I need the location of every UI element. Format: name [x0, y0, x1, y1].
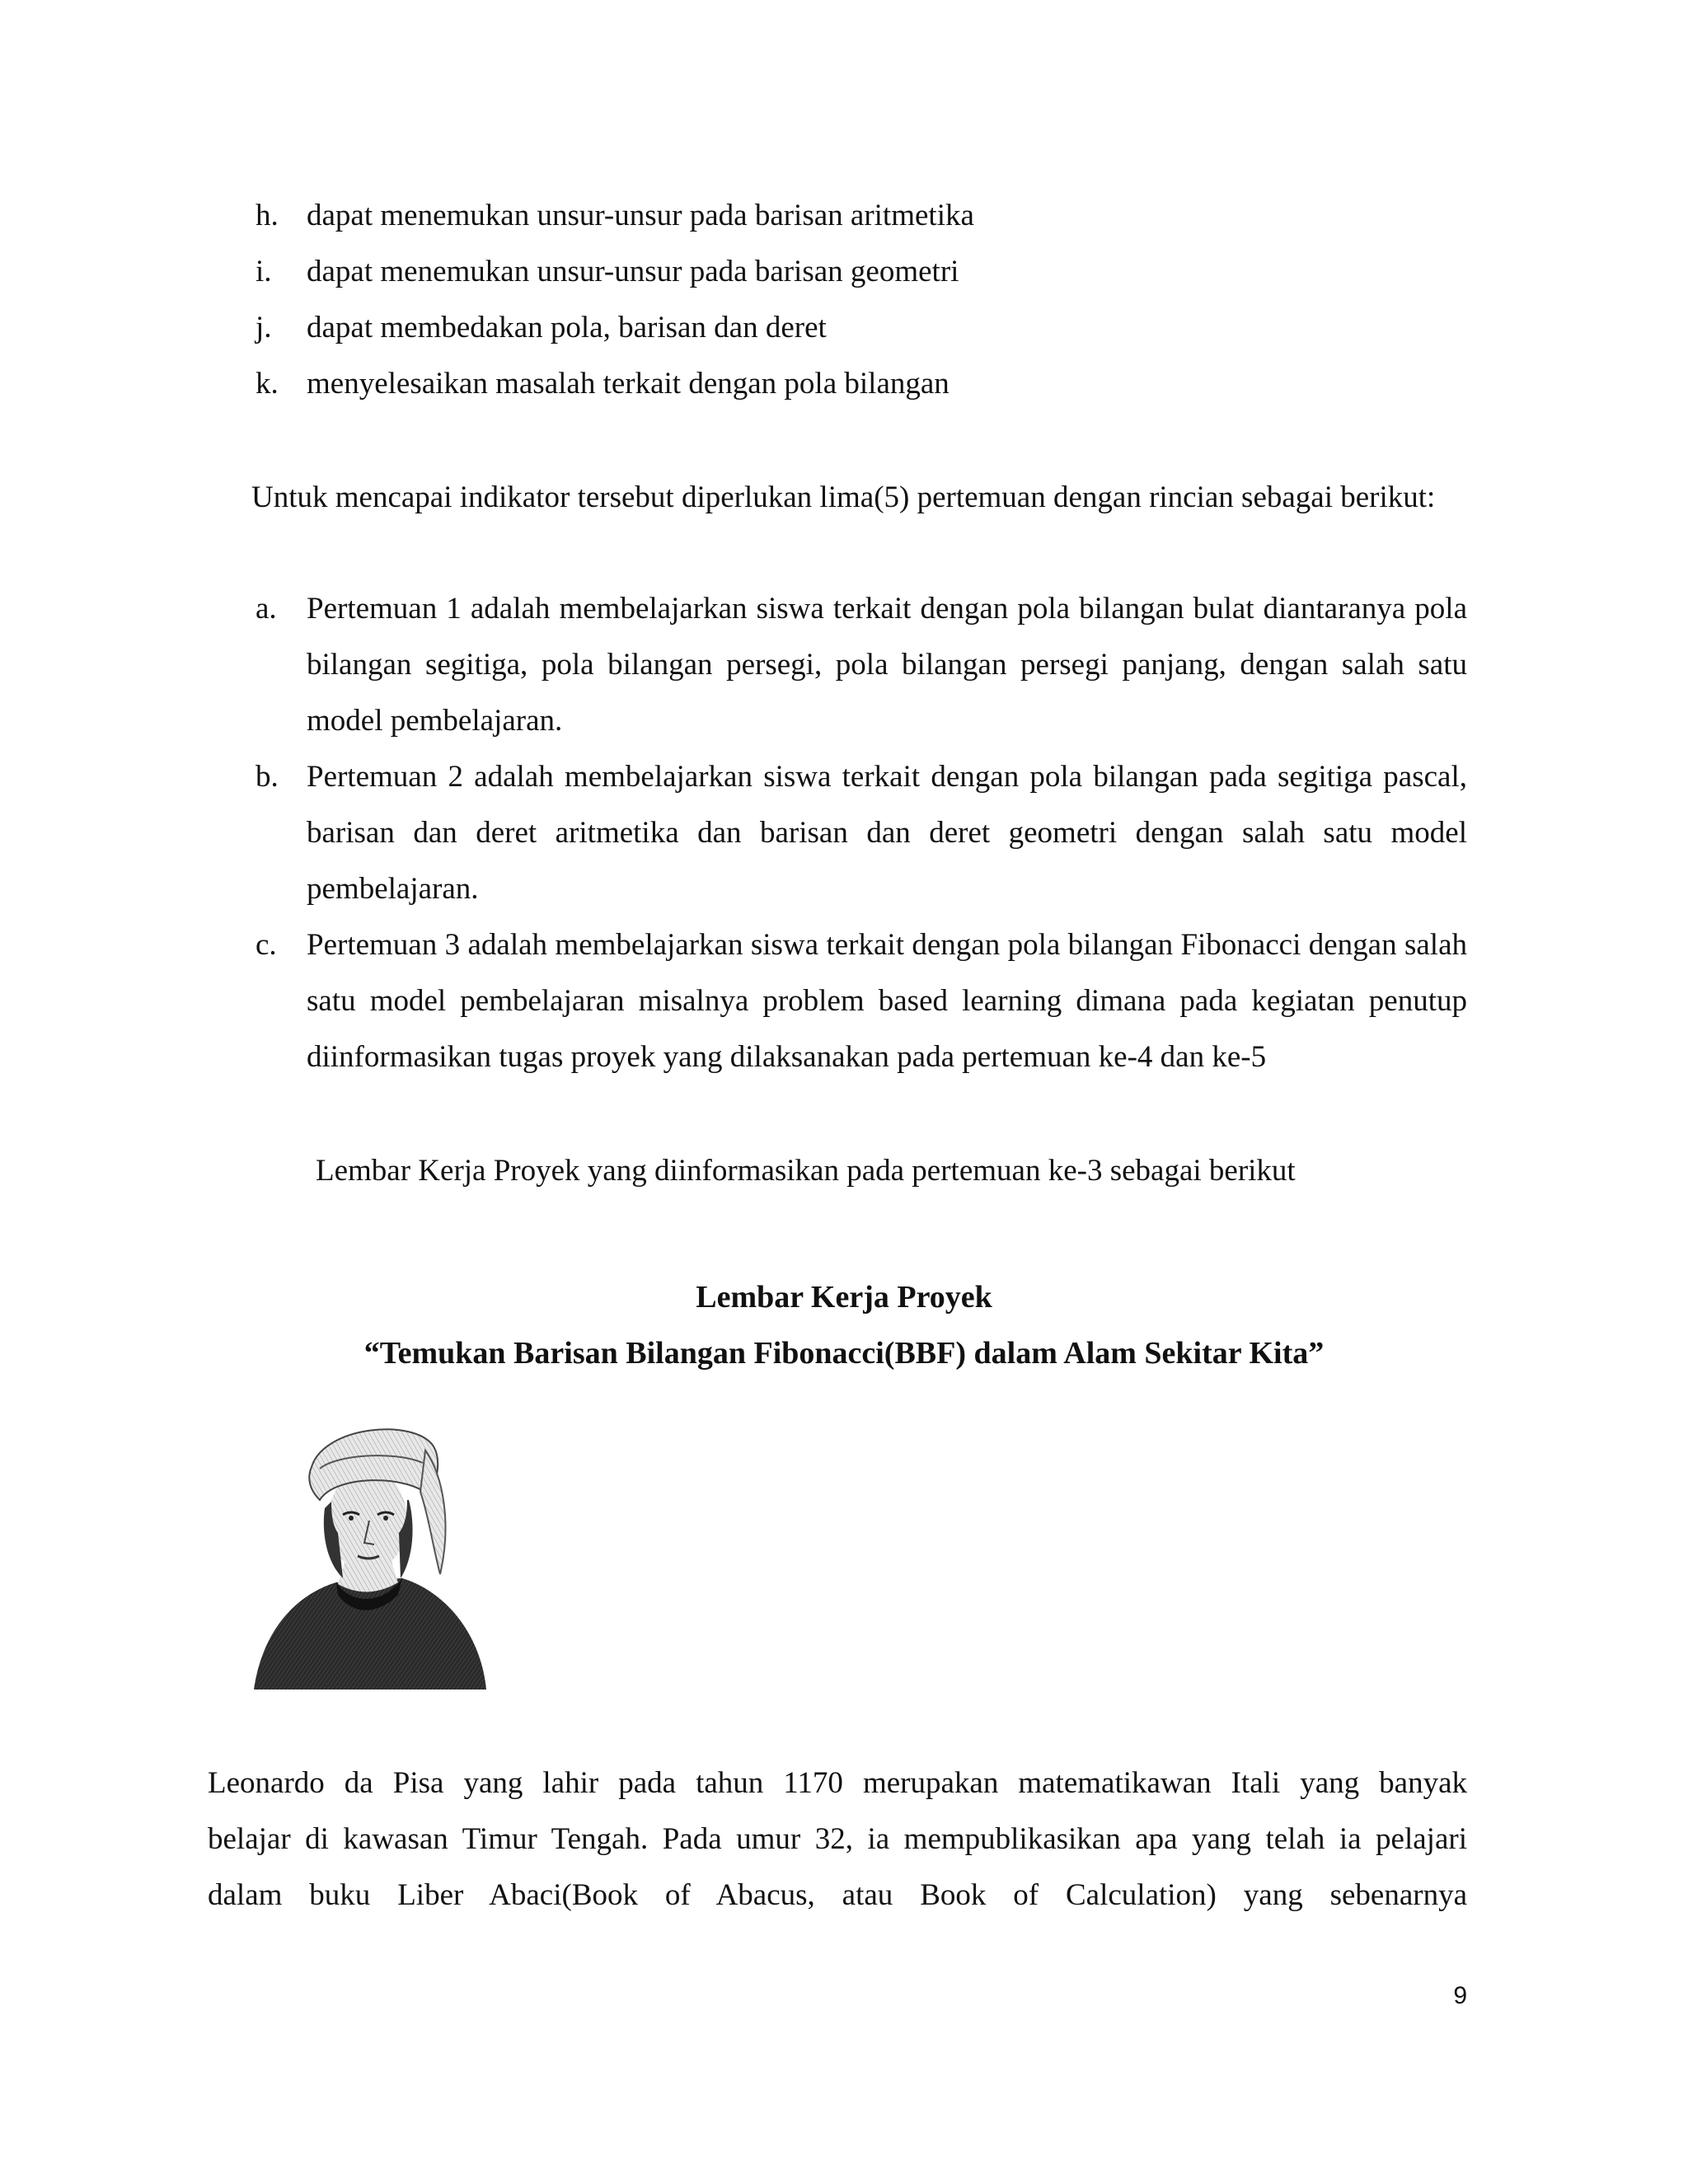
list-item [256, 188, 1492, 244]
meeting-list [256, 581, 1467, 1085]
list-item-text: Pertemuan 1 adalah membelajarkan siswa terkait dengan pola bilangan bulat diantaranya pola bilangan segitiga, pola bilangan persegi, pola bilangan persegi panjang, dengan salah satu model pembelajaran. [307, 592, 1467, 738]
worksheet-subtitle: “Temukan Barisan Bilangan Fibonacci(BBF) dalam Alam Sekitar Kita” [363, 1336, 1325, 1371]
list-item [256, 356, 1492, 412]
list-item [256, 244, 1492, 300]
list-item-text: dapat menemukan unsur-unsur pada barisan aritmetika [307, 199, 974, 232]
list-item-text: Pertemuan 2 adalah membelajarkan siswa terkait dengan pola bilangan pada segitiga pascal, barisan dan deret aritmetika dan barisan dan deret geometri dengan salah satu model pembelajaran. [307, 760, 1467, 906]
list-item-label: j. [256, 311, 272, 344]
list-item-label: h. [256, 199, 279, 232]
list-item-text: Pertemuan 3 adalah membelajarkan siswa terkait dengan pola bilangan Fibonacci dengan salah satu model pembelajaran misalnya problem based learning dimana pada kegiatan penutup diinformasikan tugas proyek yang dilaksanakan pada pertemuan ke-4 dan ke-5 [307, 928, 1467, 1074]
list-item [256, 749, 1467, 917]
paragraph-line: dalam buku Liber Abaci(Book of Abacus, atau Book of Calculation) yang sebenarnya [208, 1878, 1467, 1912]
list-item-label: c. [256, 928, 277, 962]
page-number: 9 [1453, 1982, 1467, 2009]
list-item [256, 300, 1492, 356]
list-item-text: dapat membedakan pola, barisan dan deret [307, 311, 827, 344]
leonardo-paragraph [208, 1755, 1467, 1924]
indicator-list [256, 188, 1492, 412]
list-item-label: b. [256, 760, 279, 794]
paragraph-line: belajar di kawasan Timur Tengah. Pada umur 32, ia mempublikasikan apa yang telah ia pelajari [208, 1822, 1467, 1856]
list-item-label: i. [256, 255, 272, 288]
paragraph-line: Leonardo da Pisa yang lahir pada tahun 1170 merupakan matematikawan Itali yang banyak [208, 1766, 1467, 1800]
list-item [256, 917, 1467, 1085]
worksheet-title: Lembar Kerja Proyek [696, 1280, 992, 1315]
intro-paragraph: Untuk mencapai indikator tersebut diperlukan lima(5) pertemuan dengan rincian sebagai berikut: [251, 480, 1436, 514]
list-item-text: dapat menemukan unsur-unsur pada barisan geometri [307, 255, 959, 288]
worksheet-intro: Lembar Kerja Proyek yang diinformasikan pada pertemuan ke-3 sebagai berikut [316, 1154, 1296, 1188]
fibonacci-portrait-icon [246, 1409, 493, 1698]
list-item-label: a. [256, 592, 277, 626]
list-item [256, 581, 1467, 749]
list-item-label: k. [256, 367, 279, 401]
list-item-text: menyelesaikan masalah terkait dengan pola bilangan [307, 367, 950, 401]
